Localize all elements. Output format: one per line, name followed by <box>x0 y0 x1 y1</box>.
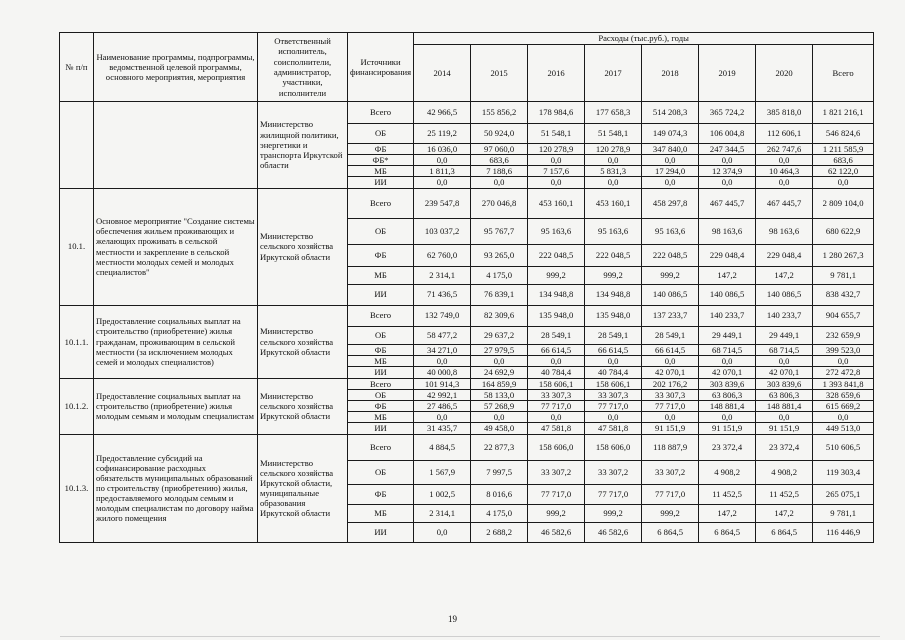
year-value: 453 160,1 <box>585 188 642 218</box>
funding-source: ФБ <box>348 344 414 355</box>
year-value: 6 864,5 <box>699 522 756 542</box>
year-value: 147,2 <box>699 266 756 284</box>
year-value: 120 278,9 <box>528 144 585 155</box>
year-value: 0,0 <box>471 412 528 423</box>
year-value: 0,0 <box>642 355 699 366</box>
year-value: 17 294,0 <box>642 166 699 177</box>
year-value: 1 567,9 <box>414 460 471 484</box>
year-value: 155 856,2 <box>471 102 528 124</box>
year-value: 91 151,9 <box>642 423 699 434</box>
year-value: 7 997,5 <box>471 460 528 484</box>
year-value: 8 016,6 <box>471 484 528 504</box>
year-value: 22 877,3 <box>471 434 528 460</box>
total-value: 116 446,9 <box>813 522 874 542</box>
year-value: 148 881,4 <box>699 401 756 412</box>
year-value: 0,0 <box>642 412 699 423</box>
responsible-executor: Министерство жилищной политики, энергетики и транспорта Иркутской области <box>258 102 348 189</box>
year-value: 0,0 <box>756 355 813 366</box>
year-value: 147,2 <box>756 504 813 522</box>
funding-source: Всего <box>348 434 414 460</box>
funding-source: Всего <box>348 188 414 218</box>
header-expenses: Расходы (тыс.руб.), годы <box>414 33 874 45</box>
year-value: 23 372,4 <box>756 434 813 460</box>
year-value: 16 036,0 <box>414 144 471 155</box>
year-value: 140 086,5 <box>756 284 813 305</box>
year-value: 47 581,8 <box>585 423 642 434</box>
year-value: 63 806,3 <box>756 389 813 400</box>
year-value: 1 002,5 <box>414 484 471 504</box>
year-value: 42 966,5 <box>414 102 471 124</box>
year-value: 0,0 <box>414 177 471 188</box>
year-value: 2 688,2 <box>471 522 528 542</box>
year-value: 40 784,4 <box>528 366 585 378</box>
year-value: 164 859,9 <box>471 378 528 389</box>
funding-source: МБ <box>348 166 414 177</box>
total-value: 449 513,0 <box>813 423 874 434</box>
total-value: 2 809 104,0 <box>813 188 874 218</box>
year-value: 106 004,8 <box>699 124 756 144</box>
year-value: 0,0 <box>414 355 471 366</box>
year-value: 239 547,8 <box>414 188 471 218</box>
year-value: 0,0 <box>414 412 471 423</box>
year-value: 66 614,5 <box>585 344 642 355</box>
year-value: 66 614,5 <box>528 344 585 355</box>
year-value: 202 176,2 <box>642 378 699 389</box>
year-value: 467 445,7 <box>756 188 813 218</box>
year-value: 2 314,1 <box>414 504 471 522</box>
year-value: 97 060,0 <box>471 144 528 155</box>
table-row <box>60 102 874 124</box>
year-value: 999,2 <box>528 504 585 522</box>
year-value: 0,0 <box>699 355 756 366</box>
year-value: 140 233,7 <box>699 305 756 326</box>
year-value: 91 151,9 <box>699 423 756 434</box>
year-value: 51 548,1 <box>528 124 585 144</box>
year-value: 0,0 <box>528 355 585 366</box>
year-value: 63 806,3 <box>699 389 756 400</box>
funding-source: ФБ <box>348 144 414 155</box>
year-value: 95 163,6 <box>642 218 699 244</box>
year-value: 95 163,6 <box>528 218 585 244</box>
funding-source: ОБ <box>348 218 414 244</box>
year-value: 4 884,5 <box>414 434 471 460</box>
funding-source: МБ <box>348 355 414 366</box>
total-value: 510 606,5 <box>813 434 874 460</box>
total-value: 683,6 <box>813 155 874 166</box>
year-value: 999,2 <box>585 266 642 284</box>
header-num: № п/п <box>60 33 94 102</box>
total-value: 904 655,7 <box>813 305 874 326</box>
year-value: 683,6 <box>471 155 528 166</box>
year-value: 77 717,0 <box>585 401 642 412</box>
total-value: 399 523,0 <box>813 344 874 355</box>
table-row <box>60 188 874 218</box>
year-value: 25 119,2 <box>414 124 471 144</box>
year-value: 58 133,0 <box>471 389 528 400</box>
program-name: Предоставление социальных выплат на строительство (приобретение) жилья молодым семьям и молодым специалистам <box>94 378 258 434</box>
year-value: 158 606,1 <box>585 378 642 389</box>
year-value: 0,0 <box>756 412 813 423</box>
year-value: 11 452,5 <box>699 484 756 504</box>
total-value: 1 821 216,1 <box>813 102 874 124</box>
funding-source: Всего <box>348 305 414 326</box>
year-value: 76 839,1 <box>471 284 528 305</box>
year-value: 0,0 <box>699 177 756 188</box>
year-value: 101 914,3 <box>414 378 471 389</box>
year-value: 62 760,0 <box>414 244 471 266</box>
header-year: 2018 <box>642 45 699 102</box>
year-value: 0,0 <box>471 355 528 366</box>
year-value: 0,0 <box>414 155 471 166</box>
year-value: 47 581,8 <box>528 423 585 434</box>
year-value: 2 314,1 <box>414 266 471 284</box>
year-value: 303 839,6 <box>756 378 813 389</box>
year-value: 66 614,5 <box>642 344 699 355</box>
header-year: 2015 <box>471 45 528 102</box>
year-value: 31 435,7 <box>414 423 471 434</box>
program-name: Предоставление субсидий на софинансирование расходных обязательств муниципальных образований по строительству (приобретению) жилья, предоставляемого молодым семьям и молодым специалистам по договору найма жилого помещения <box>94 434 258 542</box>
year-value: 999,2 <box>585 504 642 522</box>
total-value: 9 781,1 <box>813 504 874 522</box>
year-value: 132 749,0 <box>414 305 471 326</box>
total-value: 1 280 267,3 <box>813 244 874 266</box>
year-value: 68 714,5 <box>699 344 756 355</box>
year-value: 178 984,6 <box>528 102 585 124</box>
year-value: 147,2 <box>699 504 756 522</box>
responsible-executor: Министерство сельского хозяйства Иркутской области <box>258 305 348 378</box>
year-value: 7 188,6 <box>471 166 528 177</box>
year-value: 93 265,0 <box>471 244 528 266</box>
year-value: 0,0 <box>756 177 813 188</box>
year-value: 27 979,5 <box>471 344 528 355</box>
year-value: 23 372,4 <box>699 434 756 460</box>
year-value: 385 818,0 <box>756 102 813 124</box>
funding-source: ФБ <box>348 484 414 504</box>
funding-source: ФБ <box>348 401 414 412</box>
year-value: 4 175,0 <box>471 504 528 522</box>
table-body <box>60 102 874 543</box>
year-value: 0,0 <box>528 177 585 188</box>
funding-source: ИИ <box>348 366 414 378</box>
year-value: 42 070,1 <box>756 366 813 378</box>
year-value: 27 486,5 <box>414 401 471 412</box>
year-value: 0,0 <box>528 412 585 423</box>
year-value: 270 046,8 <box>471 188 528 218</box>
year-value: 42 070,1 <box>642 366 699 378</box>
total-value: 0,0 <box>813 177 874 188</box>
year-value: 458 297,8 <box>642 188 699 218</box>
year-value: 514 208,3 <box>642 102 699 124</box>
total-value: 1 393 841,8 <box>813 378 874 389</box>
year-value: 134 948,8 <box>528 284 585 305</box>
program-id: 10.1.1. <box>60 305 94 378</box>
scan-edge-line <box>60 636 880 637</box>
year-value: 33 307,3 <box>585 389 642 400</box>
header-name: Наименование программы, подпрограммы, ведомственной целевой программы, основного мероприятия, мероприятия <box>94 33 258 102</box>
expenses-table <box>59 32 874 543</box>
year-value: 0,0 <box>699 412 756 423</box>
year-value: 134 948,8 <box>585 284 642 305</box>
header-year: 2020 <box>756 45 813 102</box>
year-value: 0,0 <box>642 177 699 188</box>
page-number: 19 <box>448 614 457 624</box>
year-value: 98 163,6 <box>756 218 813 244</box>
year-value: 77 717,0 <box>642 401 699 412</box>
funding-source: ОБ <box>348 460 414 484</box>
year-value: 33 307,2 <box>585 460 642 484</box>
year-value: 29 637,2 <box>471 326 528 344</box>
year-value: 140 233,7 <box>756 305 813 326</box>
year-value: 140 086,5 <box>642 284 699 305</box>
year-value: 57 268,9 <box>471 401 528 412</box>
header-year: 2014 <box>414 45 471 102</box>
year-value: 33 307,2 <box>642 460 699 484</box>
responsible-executor: Министерство сельского хозяйства Иркутской области, муниципальные образования Иркутской области <box>258 434 348 542</box>
program-id: 10.1.3. <box>60 434 94 542</box>
header-sources: Источники финансирования <box>348 33 414 102</box>
program-id: 10.1. <box>60 188 94 305</box>
year-value: 149 074,3 <box>642 124 699 144</box>
year-value: 91 151,9 <box>756 423 813 434</box>
year-value: 222 048,5 <box>528 244 585 266</box>
total-value: 0,0 <box>813 355 874 366</box>
year-value: 77 717,0 <box>642 484 699 504</box>
year-value: 7 157,6 <box>528 166 585 177</box>
funding-source: ФБ <box>348 244 414 266</box>
year-value: 999,2 <box>642 266 699 284</box>
year-value: 0,0 <box>699 155 756 166</box>
program-id: 10.1.2. <box>60 378 94 434</box>
year-value: 158 606,0 <box>585 434 642 460</box>
year-value: 28 549,1 <box>642 326 699 344</box>
year-value: 24 692,9 <box>471 366 528 378</box>
year-value: 229 048,4 <box>756 244 813 266</box>
year-value: 177 658,3 <box>585 102 642 124</box>
year-value: 33 307,3 <box>528 389 585 400</box>
year-value: 0,0 <box>585 355 642 366</box>
funding-source: ИИ <box>348 423 414 434</box>
year-value: 40 784,4 <box>585 366 642 378</box>
year-value: 29 449,1 <box>756 326 813 344</box>
year-value: 71 436,5 <box>414 284 471 305</box>
year-value: 28 549,1 <box>585 326 642 344</box>
year-value: 158 606,1 <box>528 378 585 389</box>
total-value: 328 659,6 <box>813 389 874 400</box>
year-value: 5 831,3 <box>585 166 642 177</box>
program-name: Основное мероприятие "Создание системы обеспечения жильем проживающих и желающих проживать в сельской местности и закрепление в сельской местности молодых семей и молодых специалистов" <box>94 188 258 305</box>
year-value: 68 714,5 <box>756 344 813 355</box>
year-value: 0,0 <box>756 155 813 166</box>
year-value: 247 344,5 <box>699 144 756 155</box>
year-value: 51 548,1 <box>585 124 642 144</box>
funding-source: ИИ <box>348 177 414 188</box>
year-value: 118 887,9 <box>642 434 699 460</box>
responsible-executor: Министерство сельского хозяйства Иркутской области <box>258 378 348 434</box>
responsible-executor: Министерство сельского хозяйства Иркутской области <box>258 188 348 305</box>
year-value: 135 948,0 <box>585 305 642 326</box>
table-row <box>60 434 874 460</box>
year-value: 303 839,6 <box>699 378 756 389</box>
table-row <box>60 378 874 389</box>
year-value: 33 307,2 <box>528 460 585 484</box>
year-value: 147,2 <box>756 266 813 284</box>
year-value: 77 717,0 <box>528 401 585 412</box>
year-value: 4 908,2 <box>699 460 756 484</box>
year-value: 467 445,7 <box>699 188 756 218</box>
table-row <box>60 305 874 326</box>
total-value: 0,0 <box>813 412 874 423</box>
year-value: 46 582,6 <box>585 522 642 542</box>
total-value: 9 781,1 <box>813 266 874 284</box>
funding-source: ОБ <box>348 124 414 144</box>
year-value: 0,0 <box>585 412 642 423</box>
header-year: Всего <box>813 45 874 102</box>
header-responsible: Ответственный исполнитель, соисполнители, администратор, участники, исполнители <box>258 33 348 102</box>
year-value: 158 606,0 <box>528 434 585 460</box>
year-value: 103 037,2 <box>414 218 471 244</box>
year-value: 49 458,0 <box>471 423 528 434</box>
year-value: 0,0 <box>471 177 528 188</box>
funding-source: Всего <box>348 378 414 389</box>
year-value: 999,2 <box>528 266 585 284</box>
year-value: 77 717,0 <box>528 484 585 504</box>
program-id <box>60 102 94 189</box>
funding-source: ФБ* <box>348 155 414 166</box>
total-value: 232 659,9 <box>813 326 874 344</box>
year-value: 0,0 <box>414 522 471 542</box>
year-value: 40 000,8 <box>414 366 471 378</box>
year-value: 120 278,9 <box>585 144 642 155</box>
funding-source: ОБ <box>348 326 414 344</box>
year-value: 365 724,2 <box>699 102 756 124</box>
total-value: 838 432,7 <box>813 284 874 305</box>
total-value: 546 824,6 <box>813 124 874 144</box>
header-year: 2016 <box>528 45 585 102</box>
program-name <box>94 102 258 189</box>
total-value: 265 075,1 <box>813 484 874 504</box>
total-value: 615 669,2 <box>813 401 874 412</box>
funding-source: Всего <box>348 102 414 124</box>
year-value: 148 881,4 <box>756 401 813 412</box>
year-value: 999,2 <box>642 504 699 522</box>
year-value: 4 175,0 <box>471 266 528 284</box>
year-value: 42 070,1 <box>699 366 756 378</box>
year-value: 29 449,1 <box>699 326 756 344</box>
year-value: 12 374,9 <box>699 166 756 177</box>
total-value: 119 303,4 <box>813 460 874 484</box>
year-value: 140 086,5 <box>699 284 756 305</box>
year-value: 4 908,2 <box>756 460 813 484</box>
year-value: 98 163,6 <box>699 218 756 244</box>
year-value: 262 747,6 <box>756 144 813 155</box>
year-value: 0,0 <box>528 155 585 166</box>
year-value: 222 048,5 <box>642 244 699 266</box>
year-value: 229 048,4 <box>699 244 756 266</box>
table-header <box>60 33 874 102</box>
total-value: 62 122,0 <box>813 166 874 177</box>
program-name: Предоставление социальных выплат на строительство (приобретение) жилья гражданам, проживающим в сельской местности (за исключением молодых семей и молодых специалистов) <box>94 305 258 378</box>
year-value: 112 606,1 <box>756 124 813 144</box>
total-value: 680 622,9 <box>813 218 874 244</box>
year-value: 28 549,1 <box>528 326 585 344</box>
year-value: 95 163,6 <box>585 218 642 244</box>
total-value: 1 211 585,9 <box>813 144 874 155</box>
funding-source: ИИ <box>348 522 414 542</box>
funding-source: ОБ <box>348 389 414 400</box>
year-value: 137 233,7 <box>642 305 699 326</box>
funding-source: МБ <box>348 412 414 423</box>
year-value: 58 477,2 <box>414 326 471 344</box>
header-year: 2019 <box>699 45 756 102</box>
year-value: 42 992,1 <box>414 389 471 400</box>
year-value: 50 924,0 <box>471 124 528 144</box>
funding-source: МБ <box>348 266 414 284</box>
year-value: 46 582,6 <box>528 522 585 542</box>
total-value: 272 472,8 <box>813 366 874 378</box>
year-value: 135 948,0 <box>528 305 585 326</box>
year-value: 34 271,0 <box>414 344 471 355</box>
year-value: 0,0 <box>585 177 642 188</box>
year-value: 6 864,5 <box>642 522 699 542</box>
funding-source: ИИ <box>348 284 414 305</box>
year-value: 1 811,3 <box>414 166 471 177</box>
year-value: 33 307,3 <box>642 389 699 400</box>
year-value: 10 464,3 <box>756 166 813 177</box>
year-value: 82 309,6 <box>471 305 528 326</box>
header-year: 2017 <box>585 45 642 102</box>
year-value: 347 840,0 <box>642 144 699 155</box>
year-value: 77 717,0 <box>585 484 642 504</box>
year-value: 11 452,5 <box>756 484 813 504</box>
funding-source: МБ <box>348 504 414 522</box>
year-value: 0,0 <box>585 155 642 166</box>
year-value: 0,0 <box>642 155 699 166</box>
year-value: 453 160,1 <box>528 188 585 218</box>
year-value: 222 048,5 <box>585 244 642 266</box>
year-value: 95 767,7 <box>471 218 528 244</box>
year-value: 6 864,5 <box>756 522 813 542</box>
